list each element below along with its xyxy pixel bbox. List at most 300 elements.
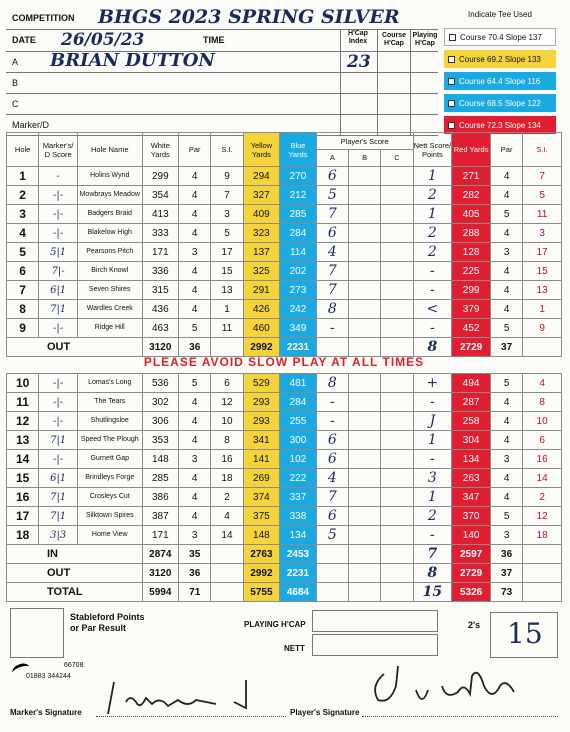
marker-score[interactable]: - xyxy=(39,167,78,186)
score-b[interactable] xyxy=(349,507,381,526)
white-yards: 306 xyxy=(142,412,179,431)
score-a[interactable]: 7 xyxy=(316,205,348,224)
stroke-index: 14 xyxy=(211,526,243,545)
checkbox-icon[interactable] xyxy=(449,34,456,41)
score-a[interactable]: 7 xyxy=(316,488,348,507)
nett-score[interactable]: - xyxy=(413,281,452,300)
par: 4 xyxy=(179,469,211,488)
blue-yards: 284 xyxy=(280,224,317,243)
player-letters xyxy=(317,150,413,166)
marker-signature-line[interactable] xyxy=(96,716,286,717)
col-blue: Blue Yards xyxy=(280,133,317,167)
hole-row xyxy=(7,205,562,224)
score-b[interactable] xyxy=(349,300,381,319)
nett-score[interactable]: - xyxy=(413,450,452,469)
red-yards: 282 xyxy=(452,186,491,205)
hole-name: Silktown Spires xyxy=(77,507,142,526)
divider xyxy=(340,30,341,136)
hole-row xyxy=(7,412,562,431)
marker-score[interactable]: 7|- xyxy=(39,262,78,281)
score-c[interactable] xyxy=(381,205,413,224)
score-b[interactable] xyxy=(349,167,381,186)
par-red: 4 xyxy=(490,300,522,319)
par-red: 3 xyxy=(490,450,522,469)
marker-score[interactable]: -|- xyxy=(39,205,78,224)
red-yards: 299 xyxy=(452,281,491,300)
col-par2: Par xyxy=(490,133,522,167)
total-blue: 2453 xyxy=(280,545,317,564)
score-a[interactable]: - xyxy=(316,412,348,431)
par-red: 4 xyxy=(490,186,522,205)
score-c[interactable] xyxy=(381,412,413,431)
par: 4 xyxy=(179,262,211,281)
score-c[interactable] xyxy=(381,564,413,583)
total-yellow: 5755 xyxy=(243,583,280,602)
total-par: 35 xyxy=(179,545,211,564)
date-value[interactable]: 26/05/23 xyxy=(61,30,145,50)
score-b[interactable] xyxy=(349,338,381,357)
hole-row xyxy=(7,393,562,412)
yellow-yards: 374 xyxy=(243,488,280,507)
score-b[interactable] xyxy=(349,488,381,507)
hole-row xyxy=(7,243,562,262)
stroke-index-red: 18 xyxy=(523,526,562,545)
col-nett: Nett Score/ Points xyxy=(413,133,452,167)
red-yards: 140 xyxy=(452,526,491,545)
yellow-yards: 137 xyxy=(243,243,280,262)
blue-yards: 273 xyxy=(280,281,317,300)
red-yards: 271 xyxy=(452,167,491,186)
stroke-index-red: 12 xyxy=(523,507,562,526)
checkbox-icon[interactable] xyxy=(448,122,455,129)
total-nett[interactable]: 7 xyxy=(413,545,452,564)
score-a[interactable]: 5 xyxy=(316,186,348,205)
score-b[interactable] xyxy=(349,393,381,412)
score-c[interactable] xyxy=(381,167,413,186)
score-a[interactable]: 6 xyxy=(316,507,348,526)
total-blue: 4684 xyxy=(280,583,317,602)
hole-row xyxy=(7,167,562,186)
score-c[interactable] xyxy=(381,450,413,469)
score-a[interactable]: 6 xyxy=(316,167,348,186)
score-b[interactable] xyxy=(349,450,381,469)
total-par2: 37 xyxy=(490,338,522,357)
total-red: 2729 xyxy=(452,338,491,357)
player-a-hcap[interactable]: 23 xyxy=(347,52,371,72)
par: 4 xyxy=(179,431,211,450)
total-par: 36 xyxy=(179,564,211,583)
score-c[interactable] xyxy=(381,583,413,602)
tee-label: Course 69.2 Slope 133 xyxy=(459,54,541,64)
hole-number: 18 xyxy=(7,526,39,545)
total-row xyxy=(7,338,562,357)
stroke-index-red: 10 xyxy=(523,412,562,431)
hole-name: Brindleys Forge xyxy=(77,469,142,488)
white-yards: 315 xyxy=(142,281,179,300)
hole-number: 9 xyxy=(7,319,39,338)
blue-yards: 481 xyxy=(280,374,317,393)
col-si: S.I. xyxy=(211,133,243,167)
total-nett[interactable]: 8 xyxy=(413,564,452,583)
score-c[interactable] xyxy=(381,469,413,488)
marker-score[interactable]: -|- xyxy=(39,186,78,205)
score-c[interactable] xyxy=(381,526,413,545)
score-c[interactable] xyxy=(381,393,413,412)
marker-score[interactable]: 6|1 xyxy=(39,281,78,300)
white-yards: 353 xyxy=(142,431,179,450)
score-b[interactable] xyxy=(349,374,381,393)
stroke-index-red: 1 xyxy=(523,300,562,319)
player-b-label: B xyxy=(12,78,19,88)
yellow-yards: 375 xyxy=(243,507,280,526)
par-red: 5 xyxy=(490,507,522,526)
date-row xyxy=(6,30,438,52)
white-yards: 436 xyxy=(142,300,179,319)
nett-score[interactable]: 1 xyxy=(413,167,452,186)
hole-name: Blakelow High xyxy=(77,224,142,243)
score-a[interactable]: 4 xyxy=(316,469,348,488)
hole-number: 6 xyxy=(7,262,39,281)
playing-hcap-box[interactable] xyxy=(312,610,438,632)
white-yards: 148 xyxy=(142,450,179,469)
white-yards: 413 xyxy=(142,205,179,224)
marker-score[interactable]: -|- xyxy=(39,374,78,393)
marker-score[interactable]: 7|1 xyxy=(39,507,78,526)
nett-score[interactable]: - xyxy=(413,393,452,412)
score-a[interactable]: 6 xyxy=(316,431,348,450)
stroke-index-red: 17 xyxy=(523,243,562,262)
red-yards: 134 xyxy=(452,450,491,469)
hole-name: Speed The Plough xyxy=(77,431,142,450)
score-c[interactable] xyxy=(381,488,413,507)
hole-name: Shutlingsloe xyxy=(77,412,142,431)
hole-row xyxy=(7,224,562,243)
score-a[interactable]: 4 xyxy=(316,243,348,262)
score-b[interactable] xyxy=(349,262,381,281)
indicate-tee-label: Indicate Tee Used xyxy=(468,10,532,19)
slow-play-banner: PLEASE AVOID SLOW PLAY AT ALL TIMES xyxy=(143,355,425,369)
checkbox-icon[interactable] xyxy=(448,100,455,107)
nett-score[interactable]: - xyxy=(413,262,452,281)
stroke-index: 11 xyxy=(211,319,243,338)
par-red: 4 xyxy=(490,281,522,300)
marker-score[interactable]: -|- xyxy=(39,393,78,412)
tee-white[interactable] xyxy=(444,28,556,46)
player-signature-line[interactable] xyxy=(362,716,558,717)
par: 4 xyxy=(179,167,211,186)
col-red: Red Yards xyxy=(452,133,491,167)
total-label: IN xyxy=(7,545,143,564)
blue-yards: 285 xyxy=(280,205,317,224)
tee-label: Course 64.4 Slope 116 xyxy=(459,76,541,86)
score-c[interactable] xyxy=(381,262,413,281)
hole-row xyxy=(7,450,562,469)
score-a[interactable] xyxy=(316,564,348,583)
nett-score[interactable]: 2 xyxy=(413,224,452,243)
marker-score[interactable]: 7|1 xyxy=(39,300,78,319)
par: 4 xyxy=(179,205,211,224)
stroke-index-red: 3 xyxy=(523,224,562,243)
score-a[interactable]: 6 xyxy=(316,450,348,469)
red-yards: 287 xyxy=(452,393,491,412)
white-yards: 302 xyxy=(142,393,179,412)
divider xyxy=(377,30,378,136)
score-a[interactable] xyxy=(316,545,348,564)
score-b[interactable] xyxy=(349,583,381,602)
player-c-label: C xyxy=(12,99,19,109)
total-white: 2874 xyxy=(142,545,179,564)
score-a[interactable]: 6 xyxy=(316,224,348,243)
yellow-yards: 327 xyxy=(243,186,280,205)
hole-row xyxy=(7,300,562,319)
marker-score[interactable]: 6|1 xyxy=(39,469,78,488)
marker-score[interactable]: 7|1 xyxy=(39,431,78,450)
yellow-yards: 323 xyxy=(243,224,280,243)
hole-number: 12 xyxy=(7,412,39,431)
score-c[interactable] xyxy=(381,319,413,338)
twos-label: 2's xyxy=(468,620,481,630)
score-b[interactable] xyxy=(349,281,381,300)
twos-box[interactable] xyxy=(490,612,558,658)
stroke-index-red: 2 xyxy=(523,488,562,507)
score-c[interactable] xyxy=(381,243,413,262)
hole-number: 7 xyxy=(7,281,39,300)
marker-score[interactable]: 5|1 xyxy=(39,243,78,262)
tee-blue-l[interactable] xyxy=(444,94,556,112)
nett-score[interactable]: 2 xyxy=(413,243,452,262)
nett-score[interactable]: 1 xyxy=(413,205,452,224)
nett-score[interactable]: - xyxy=(413,526,452,545)
red-yards: 379 xyxy=(452,300,491,319)
total-si xyxy=(211,564,243,583)
stableford-total: 15 xyxy=(507,617,543,650)
score-c[interactable] xyxy=(381,300,413,319)
score-b[interactable] xyxy=(349,319,381,338)
total-si2 xyxy=(523,583,562,602)
par: 3 xyxy=(179,526,211,545)
stroke-index-red: 4 xyxy=(523,374,562,393)
player-a-row xyxy=(6,52,438,73)
nett-score[interactable]: 1 xyxy=(413,488,452,507)
score-b[interactable] xyxy=(349,412,381,431)
blue-yards: 114 xyxy=(280,243,317,262)
nett-footer-label: NETT xyxy=(284,644,305,653)
marker-score[interactable]: -|- xyxy=(39,319,78,338)
hole-number: 11 xyxy=(7,393,39,412)
code: 66708 xyxy=(64,662,84,669)
blue-yards: 338 xyxy=(280,507,317,526)
score-c[interactable] xyxy=(381,545,413,564)
time-label: TIME xyxy=(203,35,225,45)
score-c[interactable] xyxy=(381,281,413,300)
par: 3 xyxy=(179,450,211,469)
competition-row xyxy=(6,8,438,30)
hole-number: 4 xyxy=(7,224,39,243)
course-hcap-label: Course H'Cap xyxy=(381,32,407,47)
yellow-yards: 294 xyxy=(243,167,280,186)
score-b[interactable] xyxy=(349,545,381,564)
nett-score[interactable]: + xyxy=(413,374,452,393)
nett-score[interactable]: 1 xyxy=(413,431,452,450)
score-b[interactable] xyxy=(349,205,381,224)
total-par2: 73 xyxy=(490,583,522,602)
tee-label: Course 72.3 Slope 134 xyxy=(459,120,541,130)
total-label: OUT xyxy=(7,338,143,357)
total-blue: 2231 xyxy=(280,564,317,583)
competition-value[interactable]: BHGS 2023 SPRING SILVER xyxy=(98,6,400,28)
score-b[interactable] xyxy=(349,224,381,243)
tee-label: Course 68.5 Slope 122 xyxy=(459,98,541,108)
red-yards: 494 xyxy=(452,374,491,393)
col-par: Par xyxy=(179,133,211,167)
par: 3 xyxy=(179,243,211,262)
total-blue: 2231 xyxy=(280,338,317,357)
score-a[interactable]: - xyxy=(316,319,348,338)
hole-number: 14 xyxy=(7,450,39,469)
red-yards: 258 xyxy=(452,412,491,431)
hcap-index-label: H'Cap Index xyxy=(348,30,368,45)
hole-name: Birch Knowl xyxy=(77,262,142,281)
total-label: TOTAL xyxy=(7,583,143,602)
par-red: 3 xyxy=(490,526,522,545)
nett-score[interactable]: J xyxy=(413,412,452,431)
hole-row xyxy=(7,526,562,545)
stroke-index: 15 xyxy=(211,262,243,281)
red-yards: 370 xyxy=(452,507,491,526)
score-a[interactable]: 8 xyxy=(316,300,348,319)
score-c[interactable] xyxy=(381,507,413,526)
total-white: 3120 xyxy=(142,338,179,357)
blue-yards: 222 xyxy=(280,469,317,488)
marker-score[interactable]: -|- xyxy=(39,224,78,243)
score-b[interactable] xyxy=(349,186,381,205)
par: 4 xyxy=(179,186,211,205)
hole-name: Crosleys Cut xyxy=(77,488,142,507)
score-c[interactable] xyxy=(381,186,413,205)
yellow-yards: 293 xyxy=(243,412,280,431)
col-a: A xyxy=(317,150,349,166)
stroke-index: 18 xyxy=(211,469,243,488)
yellow-yards: 460 xyxy=(243,319,280,338)
hole-name: Badgers Braid xyxy=(77,205,142,224)
yellow-yards: 141 xyxy=(243,450,280,469)
nett-score[interactable]: 3 xyxy=(413,469,452,488)
red-yards: 128 xyxy=(452,243,491,262)
nett-score[interactable]: 2 xyxy=(413,507,452,526)
score-a[interactable]: 5 xyxy=(316,526,348,545)
tee-blue-m[interactable] xyxy=(444,72,556,90)
total-nett[interactable]: 15 xyxy=(413,583,452,602)
tee-label: Course 70.4 Slope 137 xyxy=(460,32,542,42)
player-signature-icon xyxy=(366,656,536,716)
stroke-index-red: 16 xyxy=(523,450,562,469)
nett-score[interactable]: - xyxy=(413,319,452,338)
par-red: 4 xyxy=(490,412,522,431)
score-a[interactable]: 7 xyxy=(316,262,348,281)
marker-score[interactable]: -|- xyxy=(39,412,78,431)
par: 4 xyxy=(179,507,211,526)
stroke-index: 10 xyxy=(211,412,243,431)
hole-number: 5 xyxy=(7,243,39,262)
hole-name: Pearsons Pitch xyxy=(77,243,142,262)
blue-yards: 284 xyxy=(280,393,317,412)
score-c[interactable] xyxy=(381,224,413,243)
score-c[interactable] xyxy=(381,374,413,393)
hole-number: 8 xyxy=(7,300,39,319)
player-signature-label: Player's Signature xyxy=(290,708,360,717)
score-c[interactable] xyxy=(381,431,413,450)
par-red: 5 xyxy=(490,374,522,393)
total-si2 xyxy=(523,338,562,357)
hole-number: 17 xyxy=(7,507,39,526)
player-a-name[interactable]: BRIAN DUTTON xyxy=(50,50,215,71)
marker-score[interactable]: 3|3 xyxy=(39,526,78,545)
hole-row xyxy=(7,488,562,507)
hole-name: Seven Shires xyxy=(77,281,142,300)
marker-signature-label: Marker's Signature xyxy=(10,708,82,717)
score-a[interactable]: - xyxy=(316,393,348,412)
nett-box[interactable] xyxy=(312,634,438,656)
score-a[interactable]: 8 xyxy=(316,374,348,393)
playing-hcap-label: Playing H'Cap xyxy=(412,32,438,47)
marker-score[interactable]: 7|1 xyxy=(39,488,78,507)
par: 4 xyxy=(179,300,211,319)
playing-hcap-footer-label: PLAYING H'CAP xyxy=(244,620,306,629)
total-red: 2729 xyxy=(452,564,491,583)
stroke-index: 16 xyxy=(211,450,243,469)
hole-name: Lomas's Long xyxy=(77,374,142,393)
nett-score[interactable]: < xyxy=(413,300,452,319)
score-b[interactable] xyxy=(349,564,381,583)
score-b[interactable] xyxy=(349,526,381,545)
nett-score[interactable]: 2 xyxy=(413,186,452,205)
hole-name: Mowbrays Meadow xyxy=(77,186,142,205)
score-b[interactable] xyxy=(349,431,381,450)
score-b[interactable] xyxy=(349,243,381,262)
yellow-yards: 409 xyxy=(243,205,280,224)
total-par: 71 xyxy=(179,583,211,602)
score-a[interactable]: 7 xyxy=(316,281,348,300)
marker-signature-icon xyxy=(96,676,286,716)
score-a[interactable] xyxy=(316,338,348,357)
hole-row xyxy=(7,281,562,300)
par-red: 3 xyxy=(490,243,522,262)
hole-name: Wardles Creek xyxy=(77,300,142,319)
hole-row xyxy=(7,374,562,393)
stableford-box[interactable] xyxy=(10,608,64,658)
col-marker: Marker's/ D Score xyxy=(39,133,78,167)
score-b[interactable] xyxy=(349,469,381,488)
checkbox-icon[interactable] xyxy=(448,56,455,63)
hole-row xyxy=(7,262,562,281)
white-yards: 285 xyxy=(142,469,179,488)
white-yards: 299 xyxy=(142,167,179,186)
score-a[interactable] xyxy=(316,583,348,602)
back-nine-table xyxy=(6,373,562,602)
marker-score[interactable]: -|- xyxy=(39,450,78,469)
checkbox-icon[interactable] xyxy=(448,78,455,85)
total-nett[interactable]: 8 xyxy=(413,338,452,357)
yellow-yards: 341 xyxy=(243,431,280,450)
red-yards: 263 xyxy=(452,469,491,488)
white-yards: 333 xyxy=(142,224,179,243)
white-yards: 386 xyxy=(142,488,179,507)
tee-yellow[interactable] xyxy=(444,50,556,68)
col-players xyxy=(316,133,413,167)
total-si xyxy=(211,545,243,564)
par: 4 xyxy=(179,393,211,412)
score-c[interactable] xyxy=(381,338,413,357)
